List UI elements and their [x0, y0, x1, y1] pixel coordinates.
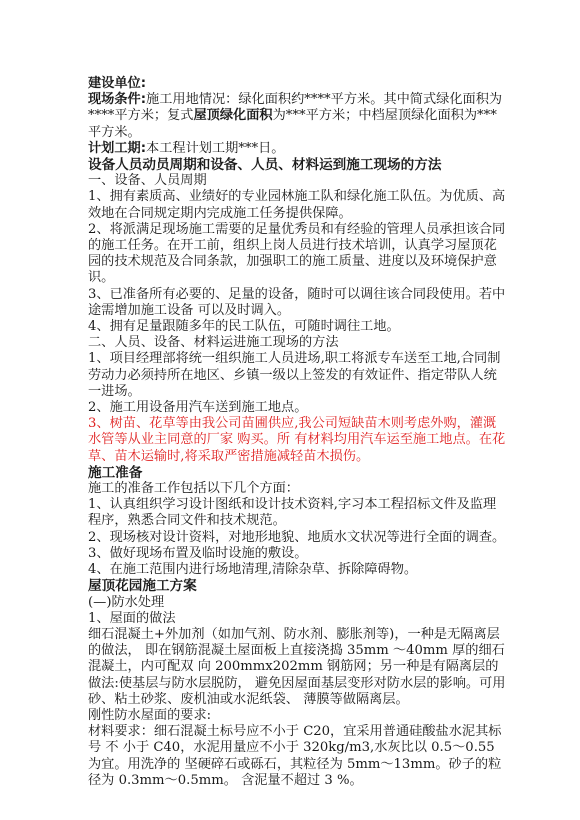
- section-roof-garden-title: 屋顶花园施工方案: [88, 578, 197, 595]
- construction-unit-line: [88, 76, 508, 92]
- site-conditions-bold: 屋顶绿化面积: [193, 108, 273, 124]
- paragraph: 2、现场核对设计资料，对地形地貌、地质水文状况等进行全面的调查。: [88, 529, 506, 545]
- section-mobilization-title: 设备人员动员周期和设备、人员、材料运到施工现场的方法: [88, 157, 442, 174]
- planned-period-line: [88, 141, 508, 157]
- paragraph: 材料要求：细石混凝土标号应不小于 C20，宜采用普通硅酸盐水泥其标号 不 小于 C40，水泥用量应不小于 320kg/m3,水灰比以 0.5～0.55 为宜。用洗净的 坚硬碎石或砾石，其粒径为 5mm～13mm。砂子的粒径为 0.3mm～0.5mm。 含泥量不超过 3 %。: [88, 724, 502, 788]
- planned-period-label: 计划工期:: [88, 140, 147, 156]
- paragraph: 2、将派满足现场施工需要的足量优秀员和有经验的管理人员承担该合同的施工任务。在开工前，组织上岗人员进行技术培训，认真学习屋顶花园的技术规范及合同条款，加强职工的施工质量、进度以及环境保护意识。: [88, 221, 506, 286]
- site-conditions-label: 现场条件:: [88, 92, 147, 108]
- highlighted-paragraph: 3、树苗、花草等由我公司苗圃供应,我公司短缺苗木则考虑外购，灌溉水管等从业主同意的厂家 购买。所 有材料均用汽车运至施工地点。在花草、苗木运输时,将采取严密措施减轻苗木损伤。: [88, 416, 506, 464]
- site-conditions-text-1: 施工用地情况：绿化面积约****平方米。其中简式绿化面积为****平方米；复式: [88, 92, 503, 124]
- construction-unit-label: 建设单位:: [88, 76, 147, 91]
- paragraph: 刚性防水屋面的要求:: [88, 707, 212, 723]
- subheading-roof-method: 1、屋面的做法: [88, 610, 176, 626]
- planned-period-text: 本工程计划工期***日。: [146, 140, 285, 156]
- paragraph: 3、已准备所有必要的、足量的设备，随时可以调往该合同段使用。若中途需增加施工设备 可以及时调入。: [88, 286, 506, 318]
- paragraph: 施工的准备工作包括以下几个方面：: [88, 481, 299, 497]
- site-conditions-text-2: 为***平方米；中档屋顶绿化面积为***平方米。: [88, 108, 497, 140]
- paragraph: 1、拥有素质高、业绩好的专业园林施工队和绿化施工队伍。为优质、高效地在合同规定期内完成施工任务提供保障。: [88, 189, 506, 221]
- site-conditions-paragraph: [88, 92, 508, 141]
- paragraph: 1、认真组织学习设计图纸和设计技术资料,字习本工程招标文件及监理程序，熟悉合同文件和技术规范。: [88, 497, 497, 529]
- subheading-equipment-personnel: 一、设备、人员周期: [88, 173, 207, 189]
- paragraph: 4、在施工范围内进行场地清理,清除杂草、拆除障碍物。: [88, 562, 418, 578]
- document-page: [88, 76, 508, 789]
- paragraph: 细石混凝土+外加剂（如加气剂、防水剂、膨胀剂等)，一种是无隔离层的做法， 即在钢筋混凝土屋面板上直接浇捣 35mm ～40mm 厚的细石混凝土，内可配双 向 200mmx202mm 钢筋网；另一种是有隔离层的做法:使基层与防水层脱防， 避免因屋面基层变形对防水层的影响。可用砂、粘土砂浆、废机油或水泥纸袋、 薄膜等做隔离层。: [88, 626, 506, 707]
- subheading-waterproofing: (—)防水处理: [88, 594, 165, 610]
- subheading-transport-method: 二、人员、设备、材料运进施工现场的方法: [88, 335, 339, 351]
- paragraph: 3、做好现场布置及临时设施的敷设。: [88, 545, 308, 561]
- paragraph: 2、施工用设备用汽车送到施工地点。: [88, 400, 308, 416]
- paragraph: 4、拥有足量跟随多年的民工队伍，可随时调往工地。: [88, 319, 400, 335]
- section-preparation-title: 施工准备: [88, 464, 143, 481]
- paragraph: 1、项目经理部将统一组织施工人员进场,职工将派专车送至工地,合同制劳动力必须持所在地区、乡镇一级以上签发的有效证件、指定带队人统一进场。: [88, 351, 501, 399]
